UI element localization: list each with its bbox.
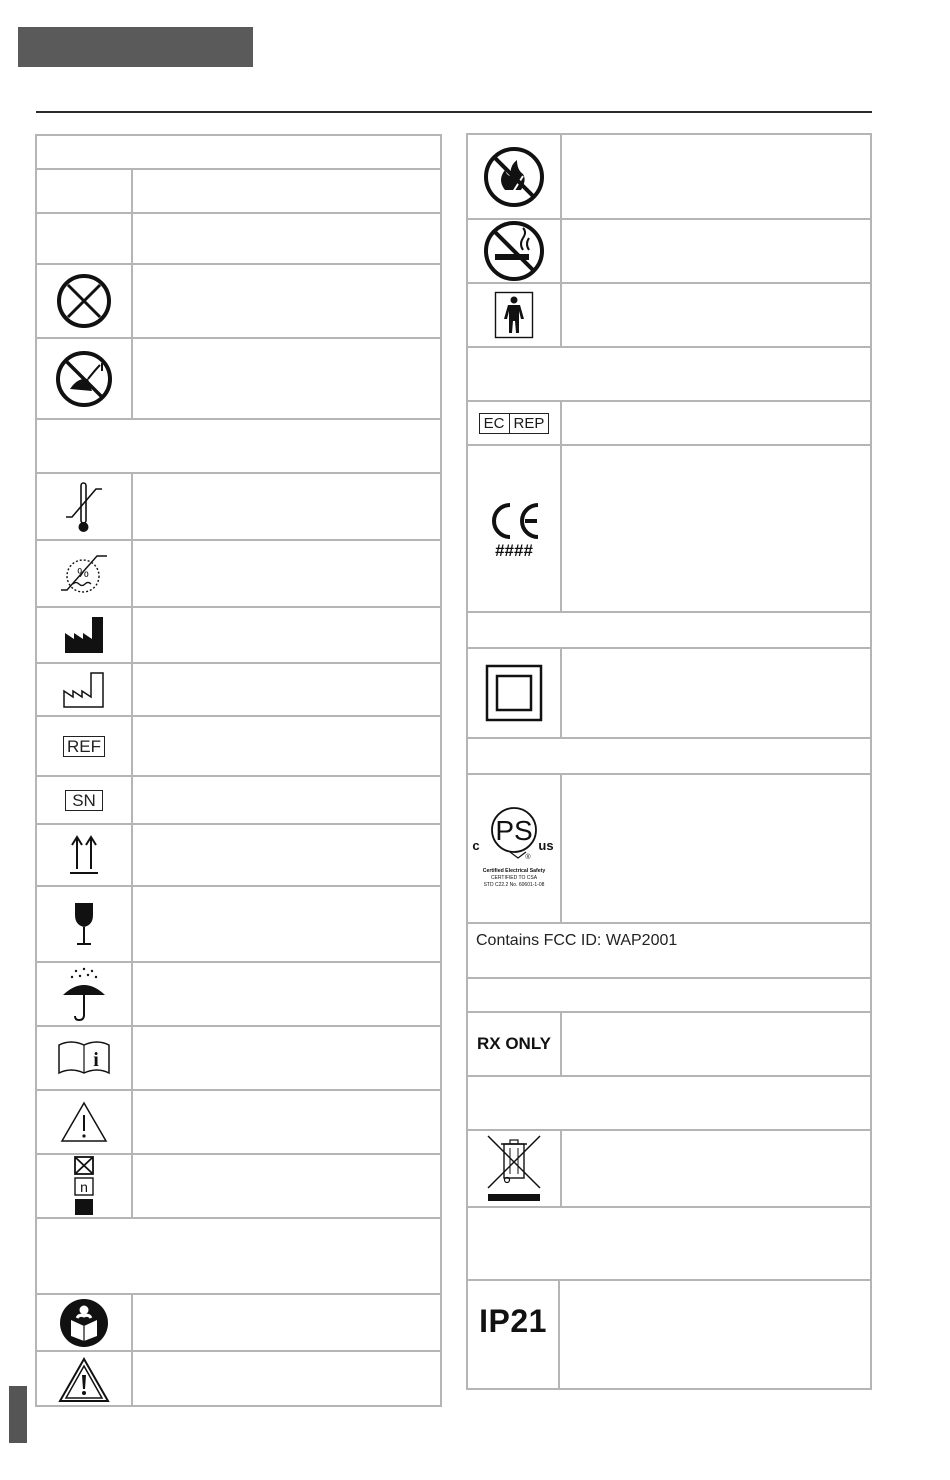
- humidity-limit-icon: [57, 546, 111, 602]
- section-header-tab: [18, 27, 253, 67]
- serial-number-icon: SN: [65, 790, 103, 811]
- svg-text:####: ####: [495, 540, 533, 559]
- fragile-icon: [72, 901, 96, 947]
- table-row: [37, 1091, 440, 1155]
- table-row: [468, 446, 870, 613]
- table-row: [37, 887, 440, 963]
- ce-mark-icon: [483, 499, 545, 559]
- table-row: [37, 777, 440, 825]
- ec-rep-icon: EC REP: [479, 413, 550, 434]
- table-row: [468, 1013, 870, 1077]
- table-row: [468, 220, 870, 284]
- header-rule: [36, 111, 872, 113]
- ref-catalog-icon: REF: [63, 736, 105, 757]
- table-row: [468, 402, 870, 446]
- table-row: [37, 717, 440, 777]
- rx-only-icon: RX ONLY: [476, 1034, 551, 1053]
- table-row: [37, 1027, 440, 1091]
- table-section-row: [468, 739, 870, 775]
- fcc-id-text: Contains FCC ID: WAP2001: [476, 932, 678, 949]
- caution-icon: [59, 1100, 109, 1144]
- page-edge-tab: [9, 1386, 27, 1443]
- table-section-row: [468, 1077, 870, 1131]
- no-open-flame-icon: [483, 146, 545, 208]
- no-cleaning-spray-icon: [54, 349, 114, 409]
- csa-certification-icon: [470, 806, 558, 892]
- no-smoking-icon: [483, 220, 545, 282]
- table-row: [37, 1155, 440, 1219]
- svg-text:us: us: [538, 837, 554, 853]
- table-row: [468, 924, 870, 979]
- table-section-row: [37, 420, 440, 474]
- table-row: [37, 1295, 440, 1352]
- keep-dry-icon: [60, 965, 108, 1023]
- consult-instructions-icon: [56, 1039, 112, 1077]
- type-bf-applied-part-icon: [494, 291, 534, 339]
- date-of-manufacture-icon: [61, 669, 107, 711]
- temperature-limit-icon: [62, 477, 106, 537]
- table-row: [37, 825, 440, 887]
- table-row: [37, 541, 440, 608]
- table-section-row: [468, 979, 870, 1013]
- svg-text:n: n: [80, 1179, 88, 1195]
- table-row: [468, 649, 870, 739]
- table-row: [37, 474, 440, 541]
- this-way-up-icon: [67, 833, 101, 877]
- table-row: [37, 1352, 440, 1407]
- manufacturer-icon: [62, 613, 106, 657]
- svg-text:%: %: [77, 564, 89, 580]
- svg-text:STD C22.2 No. 60601-1-08: STD C22.2 No. 60601-1-08: [483, 881, 545, 888]
- table-section-row: [37, 1219, 440, 1295]
- class-ii-equipment-icon: [485, 664, 543, 722]
- table-row: [468, 284, 870, 348]
- read-manual-icon: [59, 1298, 109, 1348]
- table-row: [37, 608, 440, 664]
- table-row: [37, 339, 440, 420]
- stacking-limit-icon: [73, 1155, 95, 1217]
- svg-text:®: ®: [525, 853, 531, 861]
- table-row: [468, 1131, 870, 1208]
- warning-icon: [58, 1357, 110, 1403]
- weee-disposal-icon: [484, 1134, 544, 1204]
- ip21-icon: IP21: [479, 1303, 547, 1339]
- table-section-row: [468, 348, 870, 402]
- table-row: [37, 664, 440, 717]
- table-row: [37, 214, 440, 265]
- table-header-row: [37, 170, 440, 214]
- svg-text:Certified Electrical Safety: Certified Electrical Safety: [482, 867, 546, 874]
- svg-text:CERTIFIED TO CSA: CERTIFIED TO CSA: [490, 874, 538, 881]
- no-needle-icon: [56, 273, 112, 329]
- svg-text:c: c: [472, 837, 480, 853]
- table-section-row: [468, 613, 870, 649]
- table-section-row: [468, 1208, 870, 1281]
- symbols-table-right: [466, 133, 872, 1390]
- table-heading-row: [37, 136, 440, 170]
- svg-text:i: i: [93, 1049, 99, 1071]
- svg-text:PS: PS: [495, 814, 533, 846]
- table-row: [468, 775, 870, 924]
- table-row: [37, 265, 440, 339]
- table-row: [468, 135, 870, 220]
- table-row: [468, 1281, 870, 1390]
- table-row: [37, 963, 440, 1027]
- symbols-table-left: [35, 134, 442, 1407]
